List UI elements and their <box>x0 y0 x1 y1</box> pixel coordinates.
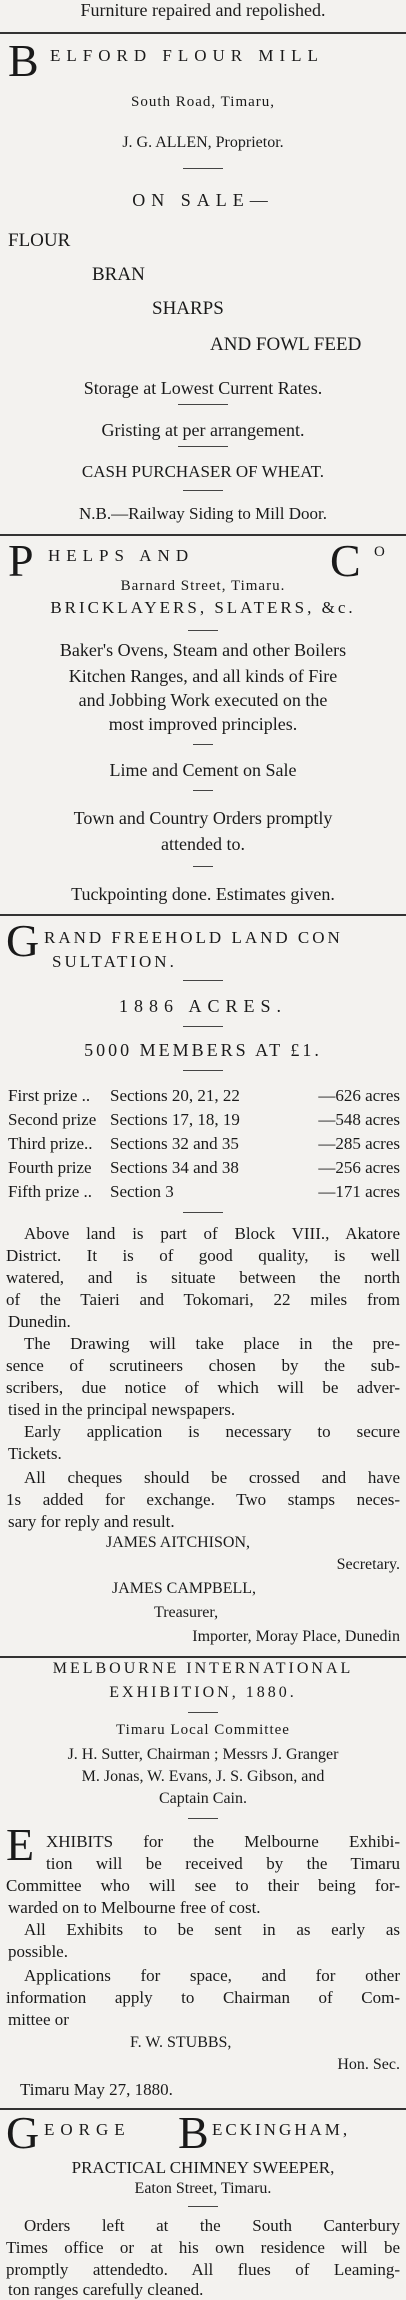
beckingham-first-name: EORGE <box>44 2120 131 2139</box>
beckingham-trade: PRACTICAL CHIMNEY SWEEPER, <box>71 2158 335 2177</box>
consultation-body-line: The Drawing will take place in the pre- <box>24 1334 400 1353</box>
beckingham-dropcap-g: G <box>6 2107 40 2158</box>
short-rule <box>188 2206 218 2207</box>
product-fowl-feed: AND FOWL FEED <box>210 334 362 355</box>
secretary-title: Secretary. <box>336 1556 400 1573</box>
consultation-body-line: Tickets. <box>8 1444 62 1463</box>
phelps-body-line: Kitchen Ranges, and all kinds of Fire <box>68 666 338 686</box>
phelps-tuckpointing: Tuckpointing done. Estimates given. <box>71 884 335 904</box>
short-rule <box>193 866 213 867</box>
melbourne-dropcap: E <box>6 1819 35 1870</box>
melbourne-body-line: mittee or <box>8 2010 69 2029</box>
belford-title: ELFORD FLOUR MILL <box>50 46 324 65</box>
melbourne-body-line: tion will be received by the Timaru <box>46 1854 400 1873</box>
phelps-body-line: and Jobbing Work executed on the <box>78 690 328 710</box>
consultation-members: 5000 MEMBERS AT £1. <box>84 1040 322 1060</box>
melbourne-body-line: XHIBITS for the Melbourne Exhibi- <box>46 1832 400 1851</box>
short-rule <box>183 168 223 169</box>
short-rule <box>188 630 218 631</box>
melbourne-signer: F. W. STUBBS, <box>130 2034 232 2051</box>
short-rule <box>183 1070 223 1071</box>
belford-gristing: Gristing at per arrangement. <box>101 420 305 440</box>
melbourne-title-line: EXHIBITION, 1880. <box>109 1684 297 1701</box>
beckingham-body-line: Orders left at the South Canterbury <box>24 2216 400 2235</box>
melbourne-member-line: J. H. Sutter, Chairman ; Messrs J. Granger <box>67 1746 339 1763</box>
beckingham-dropcap-b: B <box>178 2107 209 2158</box>
divider-rule <box>0 32 406 34</box>
belford-dropcap: B <box>8 35 39 86</box>
consultation-acres: 1886 ACRES. <box>118 996 288 1016</box>
belford-on-sale: ON SALE— <box>132 190 274 210</box>
melbourne-member-line: Captain Cain. <box>159 1790 247 1807</box>
consultation-body-line: Above land is part of Block VIII., Akatore <box>24 1224 400 1243</box>
melbourne-body-line: warded on to Melbourne free of cost. <box>8 1898 261 1917</box>
consultation-body-line: scribers, due notice of which will be adver- <box>6 1378 400 1397</box>
product-flour: FLOUR <box>8 230 71 251</box>
short-rule <box>178 446 228 447</box>
melbourne-title-line: MELBOURNE INTERNATIONAL <box>52 1660 354 1677</box>
consultation-body-line: Dunedin. <box>8 1312 71 1331</box>
secretary-name: JAMES AITCHISON, <box>106 1534 251 1551</box>
consultation-body-line: District. It is of good quality, is well <box>6 1246 400 1265</box>
short-rule <box>183 490 223 491</box>
consultation-body-line: Early application is necessary to secure <box>24 1422 400 1441</box>
belford-proprietor: J. G. ALLEN, Proprietor. <box>122 134 284 151</box>
divider-rule <box>0 1656 406 1658</box>
melbourne-signer-title: Hon. Sec. <box>337 2056 400 2073</box>
short-rule <box>193 790 213 791</box>
beckingham-address: Eaton Street, Timaru. <box>134 2180 272 2197</box>
consultation-title-line: SULTATION. <box>52 952 177 971</box>
belford-cash-purchaser: CASH PURCHASER OF WHEAT. <box>81 462 325 481</box>
phelps-trades: BRICKLAYERS, SLATERS, &c. <box>50 598 356 617</box>
beckingham-last-name: ECKINGHAM, <box>212 2120 351 2139</box>
newspaper-column: Furniture repaired and repolished. B ELFORD FLOUR MILL South Road, Timaru, J. G. ALLEN, Proprietor. ON SALE— FLOUR BRAN SHARPS AND FOWL FEED Storage at Lowest Current Rates. Gristing at per arrangement. CASH PURCHASER OF WHEAT. N.B.—Railway Siding to Mill Door. P HELPS AND C O Barnard Street, Timaru. BRICKLAYERS, SLATERS, &c. Baker's Ovens, Steam and other Boilers Kitchen Ranges, and all kinds of Fire and Jobbing Work executed on the most improved principles. Lime and Cement on Sale Town and Country Orders promptly attended to. Tuckpointing done. Estimates given. G RAND FREEHOLD LAND CON SULTATION. 1886 ACRES. 5000 MEMBERS AT £1. First prize .. Sections 20, 21, 22 —626 acres Second prize Sections 17, 18, 19 —548 acres Third prize.. Sections 32 and 35 —285 acres Fourth prize Sections 34 and 38 —256 acres Fifth prize .. Section 3 —171 acres Above land is part of Block VIII., Akatore District. It is of good quality, is well watered, and is situate between the north of the Taieri and Tokomari, 22 miles from Dunedin. The Drawing will take place in the pre- sence of scrutineers chosen by the sub- scribers, due notice of which will be adver- tised in the principal newspapers. Early application is necessary to secure Tickets. All cheques should be crossed and have 1s added for exchange. Two stamps neces- sary for reply and result. JAMES AITCHISON, Secretary. JAMES CAMPBELL, Treasurer, Importer, Moray Place, Dunedin MELBOURNE INTERNATIONAL EXHIBITION, 1880. Timaru Local Committee J. H. Sutter, Chairman ; Messrs J. Granger M. Jonas, W. Evans, J. S. Gibson, and Captain Cain. E XHIBITS for the Melbourne Exhibi- tion will be received by the Timaru Committee who will see to their being for- warded on to Melbourne free of cost. All Exhibits to be sent in as early as possible. Applications for space, and for other information apply to Chairman of Com- mittee or F. W. STUBBS, Hon. Sec. Timaru May 27, 1880. G EORGE B ECKINGHAM, PRACTICAL CHIMNEY SWEEPER, Eaton Street, Timaru. Orders left at the South Canterbury Times office or at his own residence will be promptly attendedto. All flues of Leaming- ton ranges carefully cleaned. <box>0 0 406 2300</box>
consultation-body-line: sence of scrutineers chosen by the sub- <box>6 1356 400 1375</box>
beckingham-body-line: Times office or at his own residence will be <box>6 2238 400 2257</box>
phelps-dropcap-c: C <box>330 535 361 586</box>
treasurer-title: Treasurer, <box>154 1604 219 1621</box>
phelps-body-line: Baker's Ovens, Steam and other Boilers <box>59 640 347 660</box>
melbourne-body-line: Applications for space, and for other <box>24 1966 400 1985</box>
melbourne-body-line: information apply to Chairman of Com- <box>6 1988 400 2007</box>
divider-rule <box>0 914 406 916</box>
short-rule <box>188 1712 218 1713</box>
phelps-address: Barnard Street, Timaru. <box>120 578 286 594</box>
belford-storage: Storage at Lowest Current Rates. <box>83 378 323 398</box>
product-bran: BRAN <box>92 264 145 285</box>
consultation-body-line: watered, and is situate between the north <box>6 1268 400 1287</box>
short-rule <box>188 1818 218 1819</box>
phelps-body-line: most improved principles. <box>108 714 298 734</box>
belford-nb: N.B.—Railway Siding to Mill Door. <box>79 504 327 523</box>
melbourne-member-line: M. Jonas, W. Evans, J. S. Gibson, and <box>81 1768 325 1785</box>
beckingham-body-line: ton ranges carefully cleaned. <box>8 2280 204 2299</box>
consultation-body-line: of the Taieri and Tokomari, 22 miles from <box>6 1290 400 1309</box>
furniture-repaired-line: Furniture repaired and repolished. <box>80 0 326 20</box>
product-sharps: SHARPS <box>152 298 224 319</box>
short-rule <box>183 980 223 981</box>
phelps-orders-line: Town and Country Orders promptly <box>73 808 333 828</box>
consultation-body-line: 1s added for exchange. Two stamps neces- <box>6 1490 400 1509</box>
short-rule <box>183 1026 223 1027</box>
consultation-body-line: sary for reply and result. <box>8 1512 175 1531</box>
short-rule <box>178 404 228 405</box>
phelps-orders-line: attended to. <box>161 834 245 854</box>
short-rule <box>183 1212 223 1213</box>
consultation-body-line: All cheques should be crossed and have <box>24 1468 400 1487</box>
short-rule <box>193 744 213 745</box>
phelps-dropcap-p: P <box>8 535 34 586</box>
phelps-co-suffix: O <box>374 544 385 560</box>
beckingham-body-line: promptly attendedto. All flues of Leaming- <box>6 2260 400 2279</box>
consultation-dropcap: G <box>6 915 40 966</box>
melbourne-body-line: possible. <box>8 1942 68 1961</box>
phelps-lime-cement: Lime and Cement on Sale <box>109 760 297 780</box>
melbourne-body-line: All Exhibits to be sent in as early as <box>24 1920 400 1939</box>
treasurer-name: JAMES CAMPBELL, <box>112 1580 257 1597</box>
melbourne-date: Timaru May 27, 1880. <box>20 2080 173 2099</box>
melbourne-committee: Timaru Local Committee <box>116 1722 290 1738</box>
melbourne-body-line: Committee who will see to their being for- <box>6 1876 400 1895</box>
treasurer-address: Importer, Moray Place, Dunedin <box>192 1628 400 1645</box>
phelps-title: HELPS AND <box>48 546 195 565</box>
consultation-body-line: tised in the principal newspapers. <box>8 1400 236 1419</box>
consultation-title-line: RAND FREEHOLD LAND CON <box>44 928 343 947</box>
belford-address: South Road, Timaru, <box>130 94 276 110</box>
